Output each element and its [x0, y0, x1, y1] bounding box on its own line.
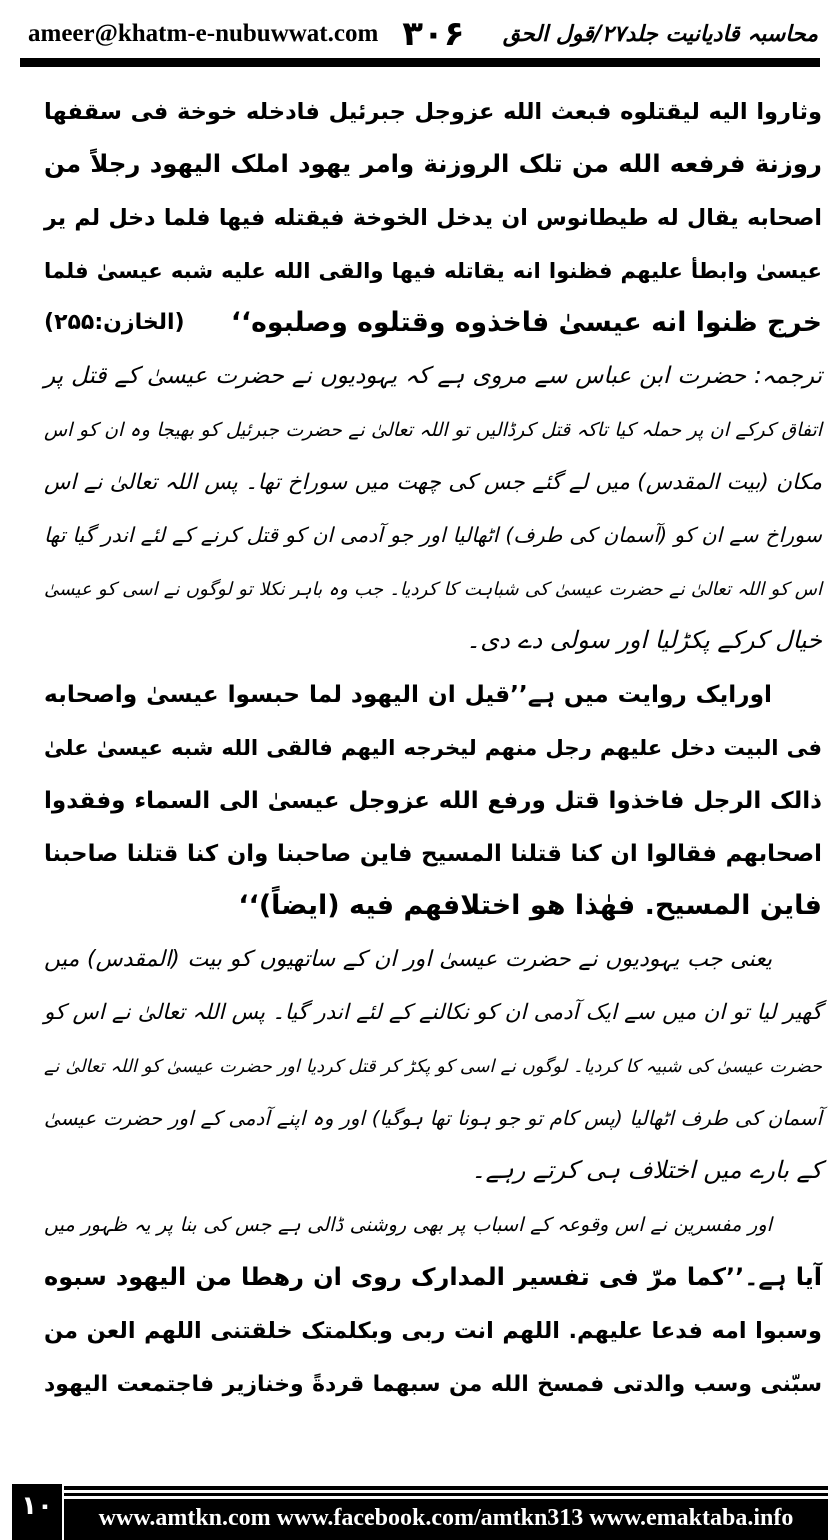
text-line: کے بارے میں اختلاف ہی کرتے رہے۔ — [471, 1156, 822, 1184]
book-title: محاسبہ قادیانیت جلد۲۷/قول الحق — [502, 21, 818, 47]
text-line: فاين المسيح. فهٰذا هو اختلافهم فيه (ايضاً)‘‘ — [238, 890, 822, 921]
text-line: سوراخ سے ان کو (آسمان کی طرف) اٹھالیا اور جو آدمی ان کو قتل کرنے کے لئے اندر گیا تھا — [44, 523, 822, 547]
text-line: وسبوا امه فدعا عليهم. اللهم انت ربى وبكلمتک خلقتنى اللهم العن من — [44, 1318, 822, 1344]
text-line: اصحابه يقال له طيطانوس ان يدخل الخوخة فيقتله فيها فلما دخل لم ير — [44, 205, 822, 231]
text-line: اورایک روایت میں ہے’’قيل ان اليهود لما حبسوا عيسىٰ واصحابه — [44, 681, 772, 708]
text-line: وثاروا اليه ليقتلوه فبعث الله عزوجل جبرئيل فادخله خوخة فى سقفها — [44, 99, 822, 125]
footer-page-number: ۱۰ — [12, 1484, 62, 1540]
page-footer — [12, 1484, 828, 1540]
text-line: گھیر لیا تو ان میں سے ایک آدمی ان کو نکالنے کے لئے اندر گیا۔ پس اللہ تعالیٰ نے اس کو — [44, 1000, 822, 1025]
text-line: اصحابهم فقالوا ان كنا قتلنا المسيح فاين صاحبنا وان كنا قتلنا صاحبنا — [44, 841, 822, 867]
text-line: خرج ظنوا انه عيسىٰ فاخذوه وقتلوه وصلبوه‘‘ (الخازن:۲۵۵) — [44, 296, 822, 349]
text-line: آیا ہے۔’’كما مرّ فى تفسير المدارک روى ان رهطا من اليهود سبوه — [44, 1263, 822, 1291]
page-header — [28, 12, 818, 56]
footer-rule — [64, 1486, 828, 1490]
text-line: حضرت عیسیٰ کی شبیہ کا کردیا۔ لوگوں نے اسی کو پکڑ کر قتل کردیا اور حضرت عیسیٰ کو اللہ تعالیٰ نے — [44, 1057, 822, 1077]
text-line: فى البيت دخل عليهم رجل منهم ليخرجه اليهم فالقى الله شبه عيسىٰ علىٰ — [44, 736, 822, 761]
arabic-quote-2 — [44, 667, 822, 932]
text-line: خیال کرکے پکڑلیا اور سولی دے دی۔ — [466, 626, 822, 654]
commentary-paragraph — [44, 1197, 822, 1409]
arabic-quote-1 — [44, 84, 822, 349]
text-line: ترجمہ: حضرت ابن عباس سے مروی ہے کہ یہودیوں نے حضرت عیسیٰ کے قتل پر — [44, 363, 822, 389]
footer-links: www.amtkn.com www.facebook.com/amtkn313 www.emaktaba.info — [64, 1499, 828, 1540]
page-number: ۳۰۶ — [402, 14, 465, 54]
urdu-translation-2 — [44, 932, 822, 1197]
text-line: سبّنى وسب والدتى فمسخ الله من سبهما قردةً وخنازير فاجتمعت اليهود — [44, 1372, 822, 1397]
text-line: یعنی جب یہودیوں نے حضرت عیسیٰ اور ان کے ساتھیوں کو بیت (المقدس) میں — [44, 946, 772, 972]
text-line: آسمان کی طرف اٹھالیا (پس کام تو جو ہونا تھا ہوگیا) اور وہ اپنے آدمی کے اور حضرت عیسیٰ — [44, 1107, 822, 1130]
text-line: اس کو اللہ تعالیٰ نے حضرت عیسیٰ کی شباہت کا کردیا۔ جب وہ باہر نکلا تو لوگوں نے اسی کو عیسیٰ — [44, 579, 822, 600]
header-rule — [20, 58, 820, 67]
text-line: ذالک الرجل فاخذوا قتل ورفع الله عزوجل عيسىٰ الى السماء وفقدوا — [44, 788, 822, 814]
page-body — [44, 84, 822, 1409]
header-email: ameer@khatm-e-nubuwwat.com — [28, 20, 379, 47]
text-line: عيسىٰ وابطأ عليهم فظنوا انه يقاتله فيها والقى الله عليه شبه عيسىٰ فلما — [44, 258, 822, 283]
text-line: اور مفسرین نے اس وقوعہ کے اسباب پر بھی روشنی ڈالی ہے جس کی بنا پر یہ ظہور میں — [44, 1213, 772, 1236]
text-line: اتفاق کرکے ان پر حملہ کیا تاکہ قتل کرڈالیں تو اللہ تعالیٰ نے حضرت جبرئیل کو بھیجا وہ ان کو اس — [44, 419, 822, 441]
text-line: روزنة فرفعه الله من تلک الروزنة وامر يهود املک اليهود رجلاً من — [44, 149, 822, 178]
urdu-translation-1 — [44, 349, 822, 667]
text-line: مکان (بیت المقدس) میں لے گئے جس کی چھت میں سوراخ تھا۔ پس اللہ تعالیٰ نے اس — [44, 470, 822, 495]
footer-rule — [64, 1493, 828, 1496]
citation: (الخازن:۲۵۵) — [44, 310, 185, 335]
